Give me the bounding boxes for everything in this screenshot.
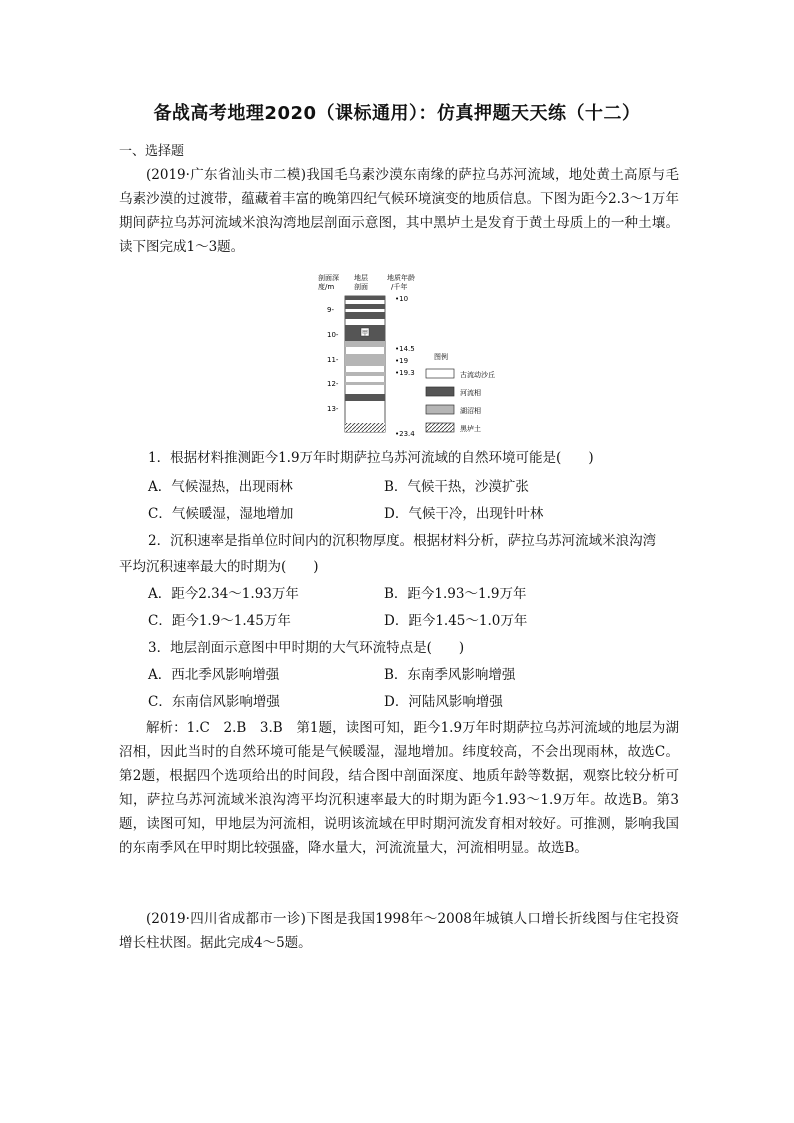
depth-tick-label: 12- [327, 380, 339, 388]
legend-swatch [426, 387, 454, 396]
age-label: •10 [395, 295, 409, 303]
header-layer-2: 剖面 [354, 283, 368, 291]
q2-stem-line1: 2．沉积速率是指单位时间内的沉积物厚度。根据材料分析，萨拉乌苏河流域米浪沟湾 [148, 533, 657, 549]
age-label: •14.5 [395, 345, 415, 353]
section-heading: 一、选择题 [119, 144, 185, 159]
legend-label: 古流动沙丘 [460, 371, 495, 379]
header-age-2: /千年 [391, 283, 408, 291]
header-depth-1: 剖面深 [318, 274, 339, 282]
age-label: •23.4 [395, 430, 415, 438]
q1-stem: 1．根据材料推测距今1.9万年时期萨拉乌苏河流域的自然环境可能是( ) [148, 450, 594, 466]
layer-fluvial [345, 394, 385, 401]
legend-label: 湖沼相 [460, 407, 481, 415]
q2-option-a: A．距今2.34～1.93万年 [148, 586, 299, 602]
q3-option-a: A．西北季风影响增强 [148, 667, 280, 683]
q2-stem-line2: 平均沉积速率最大的时期为( ) [119, 559, 319, 575]
layer-fluvial [345, 296, 385, 300]
legend-swatch [426, 369, 454, 378]
q3-option-b: B．东南季风影响增强 [384, 667, 516, 683]
analysis-paragraph: 解析：1.C 2.B 3.B 第1题，读图可知，距今1.9万年时期萨拉乌苏河流域的地层为湖沼相，因此当时的自然环境可能是气候暖湿，湿地增加。纬度较高，不会出现雨林，故选C。第2题，根据四个选项给出的时间段，结合图中剖面深度、地质年龄等数据，观察比较分析可知，萨拉乌苏河流域米浪沟湾平均沉积速率最大的时期为距今1.93～1.9万年。故选B。第3题，读图可知，甲地层为河流相，说明该流域在甲时期河流发育相对较好。可推测，影响我国的东南季风在甲时期比较强盛，降水量大，河流流量大，河流相明显。故选B。 [119, 720, 679, 856]
q3-stem: 3．地层剖面示意图中甲时期的大气环流特点是( ) [148, 640, 465, 656]
legend-label: 河流相 [460, 389, 481, 397]
layer-lacustrine [345, 372, 385, 376]
header-age-1: 地质年龄 [387, 274, 415, 282]
depth-tick-label: 11- [327, 356, 339, 364]
q3-option-d: D．河陆风影响增强 [384, 694, 503, 710]
layer-fluvial [345, 312, 385, 319]
layer-lacustrine [345, 354, 385, 366]
legend-swatch [426, 405, 454, 414]
q3-option-c: C．东南信风影响增强 [148, 694, 280, 710]
age-label: •19.3 [395, 369, 415, 377]
header-layer-1: 地层 [354, 274, 368, 282]
legend-swatch [426, 423, 454, 432]
q1-option-d: D．气候干冷，出现针叶林 [384, 506, 544, 522]
intro-paragraph: (2019·广东省汕头市二模)我国毛乌素沙漠东南缘的萨拉乌苏河流域，地处黄土高原与毛乌素沙漠的过渡带，蕴藏着丰富的晚第四纪气候环境演变的地质信息。下图为距今2.3～1万年期间萨拉乌苏河流域米浪沟湾地层剖面示意图，其中黑垆土是发育于黄土母质上的一种土壤。读下图完成1～3题。 [119, 167, 679, 255]
jia-label: 甲 [361, 330, 369, 337]
depth-tick-label: 13- [327, 405, 339, 413]
q2-option-b: B．距今1.93～1.9万年 [384, 586, 527, 602]
legend-title: 图例 [434, 353, 448, 361]
header-depth-2: 度/m [318, 283, 335, 291]
q2-option-d: D．距今1.45～1.0万年 [384, 613, 528, 629]
legend-label: 黑垆土 [460, 425, 481, 433]
layer-lacustrine [345, 382, 385, 385]
stratigraphic-figure [300, 270, 530, 442]
layer-lacustrine [345, 341, 385, 347]
intro2-paragraph: (2019·四川省成都市一诊)下图是我国1998年～2008年城镇人口增长折线图与住宅投资增长柱状图。据此完成4～5题。 [119, 911, 679, 951]
layer-fluvial [345, 304, 385, 309]
age-label: •19 [395, 357, 409, 365]
depth-tick-label: 9- [327, 306, 334, 314]
q1-option-a: A．气候湿热，出现雨林 [148, 479, 293, 495]
layer-black-loessial-soil [345, 423, 385, 432]
q1-option-c: C．气候暖湿，湿地增加 [148, 506, 294, 522]
page-title: 备战高考地理2020（课标通用）：仿真押题天天练（十二） [153, 103, 641, 124]
depth-tick-label: 10- [327, 331, 339, 339]
q2-option-c: C．距今1.9～1.45万年 [148, 613, 291, 629]
q1-option-b: B．气候干热，沙漠扩张 [384, 479, 529, 495]
